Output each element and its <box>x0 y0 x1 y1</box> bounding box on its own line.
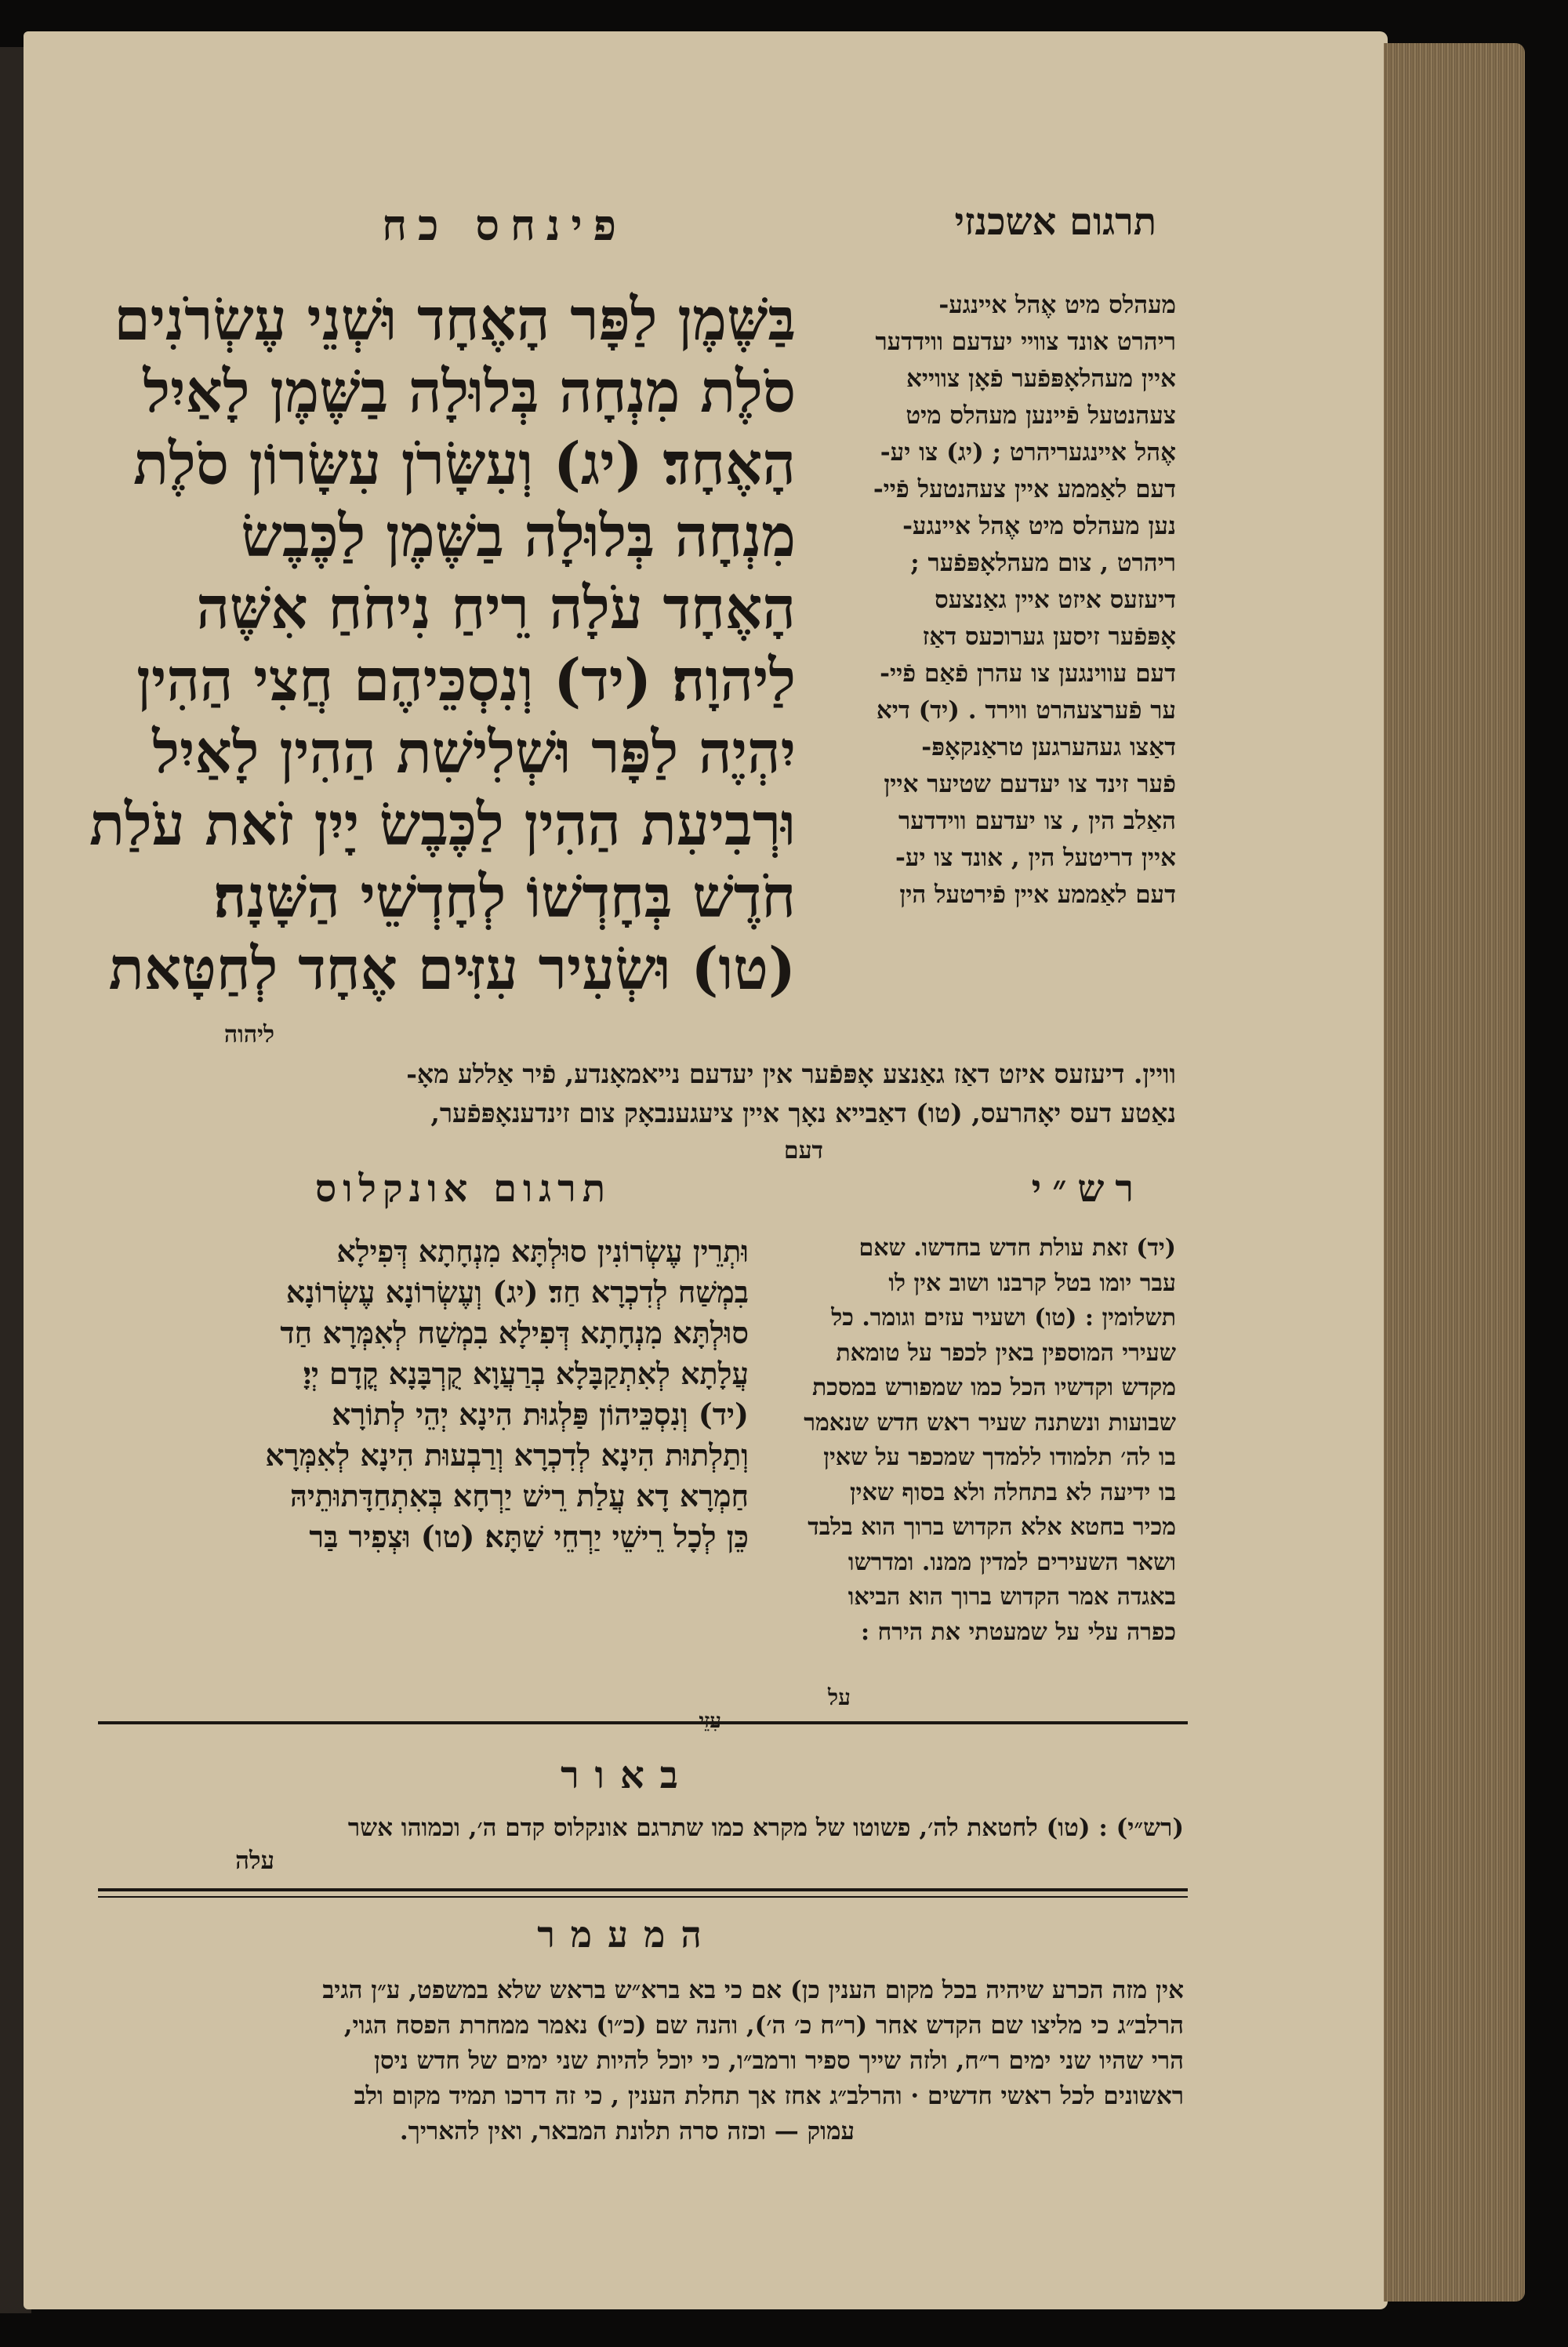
rashi-line: כפרה עלי על שמעטתי את הירח : <box>860 1618 1176 1646</box>
hebrew-verse-text <box>71 284 796 1005</box>
hameasef-line: הרי שהיו שני ימים ר״ח, ולזה שייך ספיר ורמב״ו, כי יוכל להיות שני ימים של חדש ניסן <box>374 2047 1184 2075</box>
yiddish-line: נען מעהלס מיט אֶהל איינגע- <box>902 512 1176 540</box>
verse-line: חֹדֶשׁ בְּחָדְשׁוֹ לְחָדְשֵׁי הַשָּׁנָה׃ <box>213 863 796 931</box>
onkelos-line: בִמְשַׁח לְדִכְרָא חַד׃ (יג) וְעֶשְׂרוֹנָא עֶשְׂרוֹנָא <box>285 1274 749 1310</box>
yiddish-line: דעם לאַממע איין צעהנטעל פֿיי- <box>873 475 1176 503</box>
rashi-line: בו לה׳ תלמודו ללמדך שמכפר על שאין <box>823 1444 1176 1471</box>
parasha-header: פינחס כח <box>382 200 627 250</box>
verse-line: מִנְחָה בְּלוּלָה בַשֶּׁמֶן לַכֶּבֶשׂ <box>241 503 796 570</box>
yiddish-line: ער פֿערצעהרט ווירד . (יד) דיא <box>876 696 1176 725</box>
yiddish-line: דאַצו געהערגען טראַנקאָפּ- <box>921 733 1176 761</box>
verse-line: יִהְיֶה לַפָּר וּשְׁלִישִׁת הַהִין לָאַיִל <box>152 719 796 787</box>
onkelos-title: תרגום אונקלוס <box>314 1167 612 1211</box>
yiddish-line: אָפּפֿער זיסען גערוכעס דאַז <box>922 623 1176 651</box>
rashi-catchword: על <box>828 1684 851 1710</box>
yiddish-line: איין דריטעל הין , אונד צו יע- <box>895 844 1176 872</box>
verse-line: הָאֶחָד׃ (יג) וְעִשָּׂרֹן עִשָּׂרוֹן סֹלֶת <box>132 431 796 498</box>
biur-top-rule <box>98 1721 1188 1724</box>
yiddish-line: פֿער זינד צו יעדעם שטיער איין <box>884 770 1176 798</box>
rashi-line: בו ידיעה לא בתחלה ולא בסוף שאין <box>849 1478 1176 1506</box>
verse-line: הָאֶחָד עֹלָה רֵיחַ נִיחֹחַ אִשֶּׁה <box>196 575 796 642</box>
onkelos-line: סוּלְתָּא מִנְחָתָא דְּפִילָא בִמְשַׁח לְאִמְּרָא חַד <box>280 1315 749 1350</box>
onkelos-line: חַמְרָא דָא עֲלַת רֵישׁ יַרְחָא בְּאִתְחַדָּתוּתֵיהּ <box>290 1478 749 1513</box>
yiddish-full-line: נאַטע דעס יאָהרעס, (טו) דאַבייא נאָך איין ציעגענבאָק צום זינדענאָפּפֿער, <box>430 1098 1176 1128</box>
rashi-line: שבועות ונשתנה שעיר ראש חדש שנאמר <box>804 1408 1176 1437</box>
yiddish-line: דעם לאַממע איין פֿירטעל הין <box>899 881 1176 909</box>
verse-line: בַּשֶּׁמֶן לַפָּר הָאֶחָד וּשְׁנֵי עֶשְׂרֹנִים <box>114 286 796 354</box>
rashi-title: רש״י <box>1031 1167 1145 1211</box>
yiddish-full-line: וויין. דיעזעס איזט דאַז גאַנצע אָפּפֿער אין יעדעם נייאמאָנדע, פֿיר אַללע מאָ- <box>406 1059 1176 1089</box>
yiddish-line: אֶהל איינגעריהרט ; (יג) צו יע- <box>880 438 1176 467</box>
rashi-line: מכיר בחטא אלא הקדוש ברוך הוא בלבד <box>808 1513 1176 1541</box>
verse-line: (טו) וּשְׂעִיר עִזִּים אֶחָד לְחַטָּאת <box>108 936 796 1003</box>
hameasef-top-rule-inner <box>98 1896 1188 1898</box>
book-page <box>24 31 1388 2309</box>
page-edges <box>1384 43 1525 2302</box>
yiddish-translation-header: תרגום אשכנזי <box>954 200 1156 244</box>
rashi-text <box>772 1231 1176 1650</box>
hameasef-line: הרלב״ג כי מליצו שם הקדש אחר (ר״ח כ׳ ה׳), והנה שם (כ״ו) נאמר ממחרת הפסח הגוי, <box>343 2011 1184 2040</box>
yiddish-translation-column <box>819 287 1176 914</box>
biur-line: עלה <box>235 1847 274 1875</box>
hameasef-text <box>110 1973 1184 2149</box>
onkelos-line: (יד) וְנִסְכֵּיהוֹן פַּלְגוּת הִינָא יְהֵי לְתוֹרָא <box>332 1397 749 1432</box>
verse-line: לַיהוָה׃ (יד) וְנִסְכֵּיהֶם חֲצִי הַהִין <box>136 647 796 714</box>
onkelos-text <box>59 1231 749 1557</box>
rashi-line: ושאר השעירים למדין ממנו. ומדרשו <box>848 1548 1176 1576</box>
onkelos-line: וְתַלְתוּת הִינָא לְדִכְרָא וְרַבְעוּת הִינָא לְאִמְּרָא <box>265 1437 749 1473</box>
rashi-line: מקדש וקדשיו הכל כמו שמפורש במסכת <box>811 1374 1176 1401</box>
biur-title: באור <box>561 1753 694 1797</box>
rashi-line: שעירי המוספין באין לכפר על טומאת <box>836 1339 1176 1367</box>
verse-line: סֹלֶת מִנְחָה בְּלוּלָה בַשֶּׁמֶן לָאַיִל <box>143 358 796 426</box>
rashi-line: עבר יומו בטל קרבנו ושוב אין לו <box>888 1269 1176 1297</box>
yiddish-line: דעם עווינגען צו עהרן פֿאַם פֿיי- <box>880 659 1176 688</box>
yiddish-line: איין מעהלאָפּפֿער פֿאָן צווייא <box>906 365 1176 393</box>
biur-line: (רש״י) : (טו) לחטאת לה׳, פשוטו של מקרא כמו שתרגם אונקלוס קדם ה׳, וכמוהו אשר <box>347 1814 1184 1842</box>
yiddish-line: דיעזעס איזט איין גאַנצעס <box>935 586 1176 614</box>
biur-text <box>110 1811 1184 1877</box>
rashi-line: באגדה אמר הקדוש ברוך הוא הביאו <box>848 1583 1176 1611</box>
hameasef-line: אין מזה הכרע שיהיה בכל מקום הענין כן) אם כי בא ברא״ש בראש שלא במשפט, ע״ן הגיב <box>322 1976 1184 2004</box>
hameasef-top-rule <box>98 1888 1188 1891</box>
yiddish-line: ריהרט אונד צוויי יעדעם ווידדער <box>875 328 1176 356</box>
onkelos-line: וּתְרֵין עֶשְׂרוֹנִין סוּלְתָּא מִנְחָתָא דְּפִילָא <box>336 1233 749 1269</box>
verse-line: וּרְבִיעִת הַהִין לַכֶּבֶשׂ יָיִן זֹאת עֹלַת <box>89 791 796 859</box>
hameasef-line: עמוק — וכזה סרה תלונת המבאר, ואין להאריך. <box>399 2117 855 2145</box>
yiddish-catchword: דעם <box>783 1137 823 1164</box>
yiddish-continuation <box>118 1055 1176 1133</box>
onkelos-line: כֵּן לְכָל רֵישֵׁי יַרְחֵי שַׁתָּא׃ (טו) וּצְפִיר בַּר <box>309 1519 749 1554</box>
yiddish-line: האַלב הין , צו יעדעם ווידדער <box>898 807 1176 835</box>
yiddish-line: צעהנטעל פֿיינען מעהלס מיט <box>906 401 1176 430</box>
onkelos-line: עֲלָתָא לְאִתְקַבָּלָא בְרַעֲוָא קֻרְבָּנָא קֳדָם יְיָ׃ <box>303 1356 749 1391</box>
hameasef-title: המעמר <box>537 1913 717 1956</box>
rashi-line: (יד) זאת עולת חדש בחדשו. שאם <box>858 1234 1176 1262</box>
yiddish-line: ריהרט , צום מעהלאָפּפֿער ; <box>910 549 1176 577</box>
hameasef-line: ראשונים לכל ראשי חדשים · והרלב״ג אחז אך תחלת הענין , כי זה דרכו תמיד מקום ולב <box>354 2082 1184 2110</box>
rashi-line: תשלומין : (טו) ושעיר עזים וגומר. כל <box>831 1304 1176 1332</box>
verse-catchword: ליהוה <box>223 1021 274 1048</box>
yiddish-line: מעהלס מיט אֶהל איינגע- <box>938 291 1176 319</box>
